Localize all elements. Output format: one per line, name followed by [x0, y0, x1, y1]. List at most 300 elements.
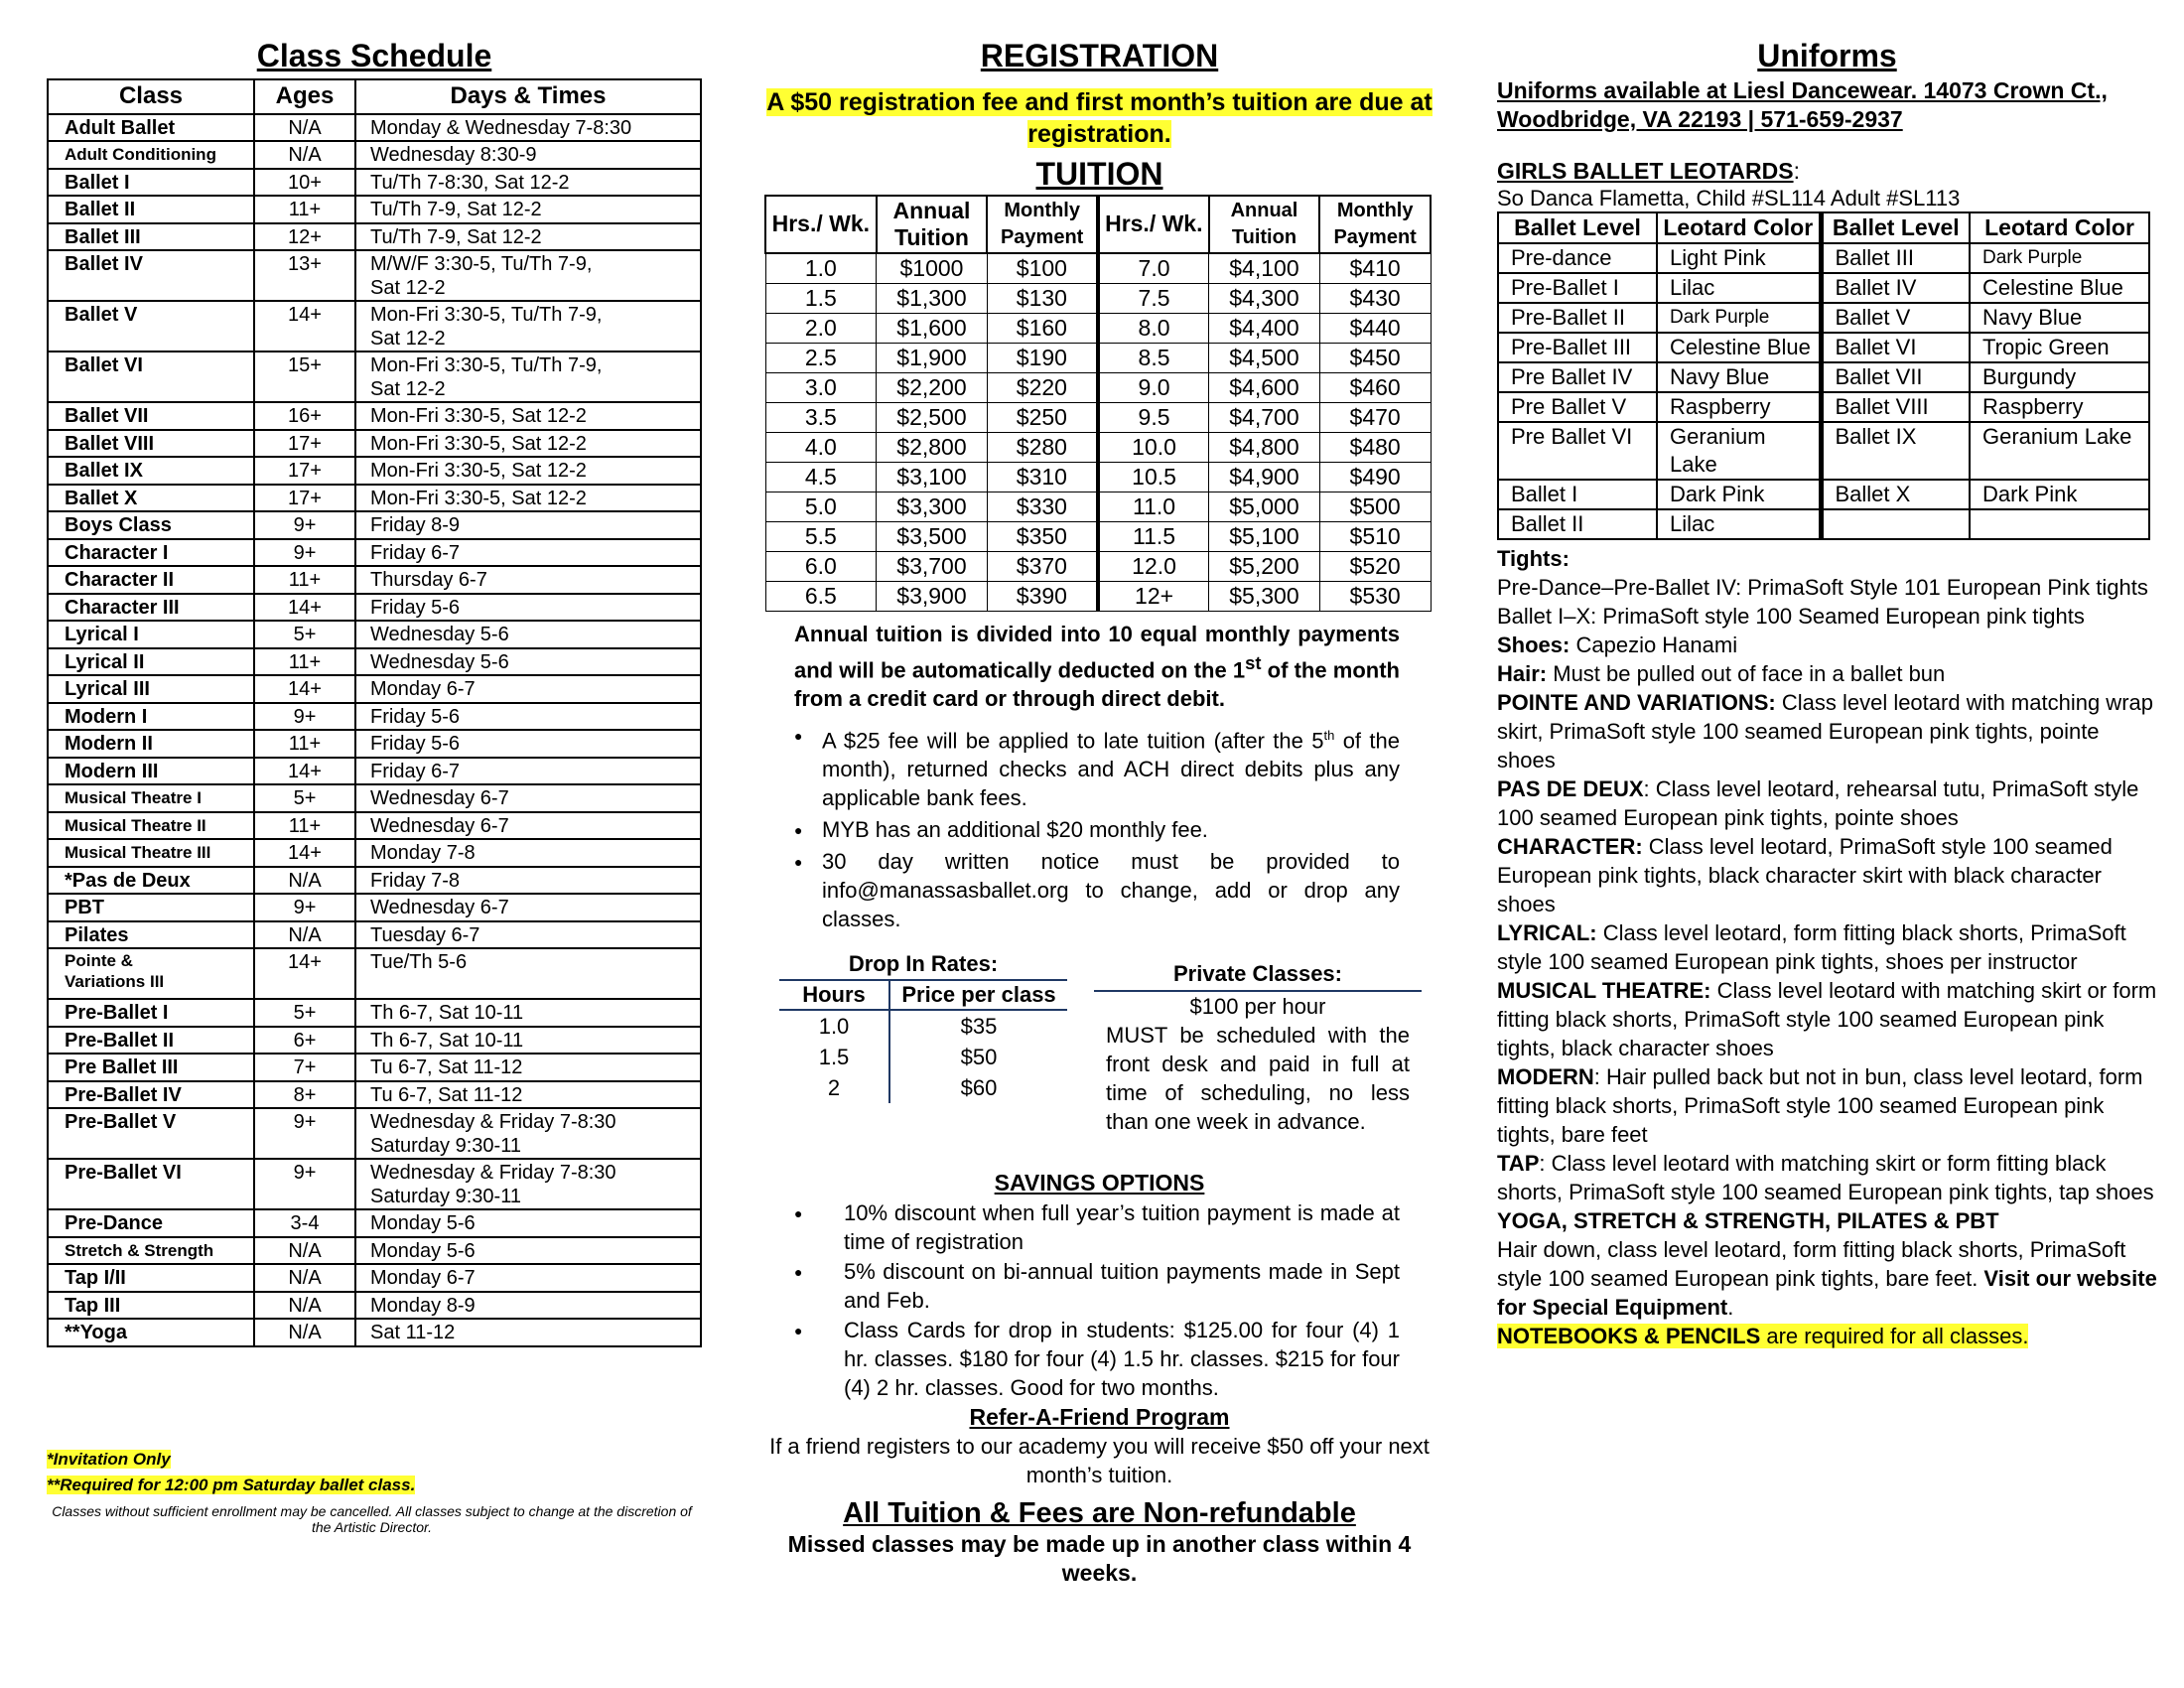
tights-label-line: [1497, 544, 2157, 573]
table-row: [765, 313, 1431, 343]
age-cell: 3-4: [254, 1209, 355, 1237]
ballet-level-cell: Ballet II: [1498, 509, 1657, 539]
shoes-line: [1497, 631, 2157, 659]
column-header: Leotard Color: [1970, 212, 2149, 243]
class-schedule-body: [48, 114, 701, 1346]
tuition-cell: $5,100: [1209, 521, 1320, 551]
column-header: Hrs./ Wk.: [1098, 196, 1209, 253]
age-cell: 9+: [254, 511, 355, 539]
class-name: Pointe &: [65, 951, 133, 971]
age-cell: 13+: [254, 250, 355, 301]
ballet-level-cell: Pre-dance: [1498, 243, 1657, 273]
class-name-cell: [48, 1209, 254, 1237]
tuition-cell: $3,900: [877, 581, 988, 611]
column-header: Annual Tuition: [1209, 196, 1320, 253]
class-name-cell: [48, 1027, 254, 1055]
days-times-cell: [355, 921, 701, 949]
leotard-color-cell: Geranium Lake: [1970, 422, 2149, 480]
tap-label: TAP: [1497, 1150, 1540, 1176]
drop-in-price: $35: [889, 1010, 1067, 1042]
pas-de-deux-line: [1497, 774, 2157, 832]
age-cell: N/A: [254, 867, 355, 895]
tuition-cell: $370: [987, 551, 1098, 581]
annual-note-part: Annual tuition is divided into 10 equal monthly payments and will be automatically deducted on the 1: [794, 621, 1400, 682]
tuition-cell: $520: [1319, 551, 1431, 581]
ballet-level-cell: Pre-Ballet III: [1498, 333, 1657, 362]
age-cell: 9+: [254, 894, 355, 921]
age-cell: N/A: [254, 141, 355, 169]
registration-title: REGISTRATION: [980, 38, 1219, 73]
column-header: Monthly Payment: [1319, 196, 1431, 253]
hair-line: [1497, 659, 2157, 688]
class-name-cell: [48, 402, 254, 430]
table-row: [48, 1159, 701, 1209]
leotard-table: [1497, 211, 2150, 540]
leotard-color-cell: Lilac: [1657, 509, 1821, 539]
class-name-cell: [48, 1108, 254, 1159]
table-row: [765, 343, 1431, 372]
tuition-cell: $350: [987, 521, 1098, 551]
days-times: Mon-Fri 3:30-5, Tu/Th 7-9,: [370, 304, 603, 327]
days-times: Monday 6-7: [370, 678, 476, 701]
ballet-level-cell: Ballet VIII: [1821, 392, 1970, 422]
age-cell: 14+: [254, 594, 355, 622]
age-cell: N/A: [254, 1292, 355, 1320]
table-row: [779, 1042, 1067, 1072]
refer-body: If a friend registers to our academy you will receive $50 off your next month’s tuition.: [769, 1434, 1430, 1488]
days-times: Wednesday 6-7: [370, 814, 509, 837]
modern-text: : Hair pulled back but not in bun, class level leotard, form fitting black shorts, PrimaSoft style 100 seamed European pink tights, bare feet: [1497, 1063, 2143, 1147]
notebooks-line: [1497, 1322, 2157, 1350]
table-row: [48, 594, 701, 622]
age-cell: 11+: [254, 648, 355, 676]
tuition-cell: $330: [987, 492, 1098, 521]
class-name-cell: [48, 511, 254, 539]
table-header-row: [48, 79, 701, 114]
class-name-cell: [48, 948, 254, 999]
ballet-level-cell: Pre Ballet IV: [1498, 362, 1657, 392]
table-row: [48, 948, 701, 999]
days-times-cell: [355, 402, 701, 430]
class-name: Boys Class: [65, 514, 172, 537]
leotard-body: [1498, 243, 2149, 539]
table-row: [765, 432, 1431, 462]
table-row: [48, 812, 701, 840]
leotard-color-cell: [1970, 509, 2149, 539]
tuition-cell: 7.0: [1098, 253, 1209, 284]
class-name-cell: [48, 1081, 254, 1109]
class-schedule-table: [47, 78, 702, 1347]
table-row: [48, 402, 701, 430]
class-name: Pre-Dance: [65, 1212, 163, 1235]
lyrical-text: Class level leotard, form fitting black shorts, PrimaSoft style 100 seamed European pink tights, shoes per instructor: [1497, 919, 2126, 974]
leotard-color-cell: Dark Pink: [1970, 480, 2149, 509]
tuition-cell: $500: [1319, 492, 1431, 521]
days-times: Monday & Wednesday 7-8:30: [370, 116, 632, 139]
days-times-cell: [355, 511, 701, 539]
tuition-title: TUITION: [1035, 155, 1163, 192]
days-times: Friday 6-7: [370, 760, 461, 782]
girls-leotards-heading: [1497, 158, 2157, 185]
musical-theatre-text: Class level leotard with matching skirt or form fitting black shorts, PrimaSoft style 100 seamed European pink tights, black character shoes: [1497, 977, 2157, 1060]
table-row: [765, 521, 1431, 551]
table-row: [48, 566, 701, 594]
table-row: [48, 867, 701, 895]
days-times-cell: [355, 539, 701, 567]
age-cell: 16+: [254, 402, 355, 430]
table-row: [1498, 333, 2149, 362]
tuition-cell: 3.5: [765, 402, 877, 432]
class-name: Musical Theatre III: [65, 843, 211, 863]
class-name-cell: [48, 784, 254, 812]
tuition-cell: 12+: [1098, 581, 1209, 611]
class-name-cell: [48, 758, 254, 785]
table-row: [48, 1209, 701, 1237]
missed-classes-note: Missed classes may be made up in another class within 4 weeks.: [787, 1531, 1412, 1587]
table-row: [48, 352, 701, 402]
class-name-cell: [48, 594, 254, 622]
tuition-cell: $1,300: [877, 283, 988, 313]
yoga-label-line: [1497, 1206, 2157, 1235]
class-name-cell: [48, 1292, 254, 1320]
table-header-row: [765, 196, 1431, 253]
days-times-cell: [355, 594, 701, 622]
table-row: [765, 581, 1431, 611]
savings-list: [764, 1198, 1434, 1402]
pas-de-deux-text: : Class level leotard, rehearsal tutu, PrimaSoft style 100 seamed European pink tights, pointe shoes: [1497, 775, 2139, 830]
days-times-cell: [355, 839, 701, 867]
late-fee-text: A $25 fee will be applied to late tuition (after the 5: [822, 728, 1324, 754]
class-name: Pre Ballet III: [65, 1056, 179, 1079]
invitation-note: [47, 1450, 171, 1470]
days-times-cell: [355, 114, 701, 142]
leotard-color-cell: Dark Pink: [1657, 480, 1821, 509]
table-row: [765, 253, 1431, 284]
tuition-cell: $4,600: [1209, 372, 1320, 402]
days-times-cell: [355, 621, 701, 648]
class-name-cell: [48, 812, 254, 840]
leotard-color-cell: Burgundy: [1970, 362, 2149, 392]
table-row: [48, 921, 701, 949]
required-note-text: **Required for 12:00 pm Saturday ballet class.: [47, 1476, 416, 1494]
days-times: Friday 7-8: [370, 869, 461, 892]
drop-in-hours: 1.0: [818, 1014, 850, 1040]
class-name-cell: [48, 485, 254, 512]
yoga-text: Hair down, class level leotard, form fitting black shorts, PrimaSoft style 100 seamed European pink tights, bare feet.: [1497, 1236, 2126, 1291]
age-cell: N/A: [254, 114, 355, 142]
age-cell: 14+: [254, 948, 355, 999]
table-row: [48, 1264, 701, 1292]
days-times: Tu 6-7, Sat 11-12: [370, 1083, 523, 1106]
yoga-line: [1497, 1235, 2157, 1322]
drop-in-hours: 1.5: [818, 1045, 850, 1070]
days-times-cell: [355, 1292, 701, 1320]
age-cell: 14+: [254, 758, 355, 785]
days-times-cell: [355, 141, 701, 169]
tuition-cell: 4.5: [765, 462, 877, 492]
leotard-color-cell: Raspberry: [1970, 392, 2149, 422]
class-name: Modern I: [65, 705, 148, 728]
days-times: Mon-Fri 3:30-5, Sat 12-2: [370, 432, 587, 455]
lyrical-line: [1497, 918, 2157, 976]
column-header: Price per class: [889, 981, 1067, 1010]
class-name: Adult Ballet: [65, 116, 176, 139]
tights-ballet: Ballet I–X: PrimaSoft style 100 Seamed European pink tights: [1497, 603, 2085, 629]
tights-pre: Pre-Dance–Pre-Ballet IV: PrimaSoft Style 101 European Pink tights: [1497, 574, 2148, 600]
days-times-line2: Sat 12-2: [370, 277, 446, 300]
class-name-cell: [48, 1264, 254, 1292]
days-times-cell: [355, 196, 701, 223]
tuition-cell: $1,600: [877, 313, 988, 343]
age-cell: N/A: [254, 1319, 355, 1346]
list-item: ● Class Cards for drop in students: $125.00 for four (4) 1 hr. classes. $180 for four (4) 1.5 hr. classes. $215 for four (4) 2 hr. classes. Good for two months.: [764, 1316, 1400, 1402]
tuition-cell: 6.0: [765, 551, 877, 581]
table-row: [1498, 362, 2149, 392]
leotard-color-cell: Dark Purple: [1657, 303, 1821, 333]
class-name-cell: [48, 648, 254, 676]
table-row: [765, 372, 1431, 402]
column-header: Days & Times: [355, 79, 701, 114]
column-header: Monthly Payment: [987, 196, 1098, 253]
days-times-cell: [355, 812, 701, 840]
age-cell: 14+: [254, 301, 355, 352]
age-cell: 14+: [254, 839, 355, 867]
leotard-color-cell: Raspberry: [1657, 392, 1821, 422]
table-row: [48, 999, 701, 1027]
age-cell: 17+: [254, 457, 355, 485]
age-cell: 9+: [254, 1108, 355, 1159]
tuition-cell: $490: [1319, 462, 1431, 492]
class-name-cell: [48, 867, 254, 895]
class-name: Pre-Ballet V: [65, 1111, 177, 1134]
pointe-text: Class level leotard with matching wrap skirt, PrimaSoft style 100 seamed European pink tights, pointe shoes: [1497, 689, 2153, 773]
class-schedule-column: [47, 38, 702, 1347]
class-name-cell: [48, 1054, 254, 1081]
tuition-cell: $480: [1319, 432, 1431, 462]
class-name: Pre-Ballet IV: [65, 1083, 182, 1106]
drop-in-price: $60: [889, 1072, 1067, 1103]
class-name: Lyrical III: [65, 678, 150, 701]
days-times: Tu 6-7, Sat 11-12: [370, 1056, 523, 1079]
table-row: [1498, 422, 2149, 480]
age-cell: 11+: [254, 730, 355, 758]
days-times-cell: [355, 675, 701, 703]
age-cell: 11+: [254, 196, 355, 223]
table-row: [48, 784, 701, 812]
tuition-cell: $2,200: [877, 372, 988, 402]
ballet-level-cell: Ballet IV: [1821, 273, 1970, 303]
days-times-cell: [355, 648, 701, 676]
days-times: Mon-Fri 3:30-5, Tu/Th 7-9,: [370, 354, 603, 377]
tuition-cell: 2.0: [765, 313, 877, 343]
annual-note-sup: st: [1245, 651, 1262, 673]
tuition-cell: $4,100: [1209, 253, 1320, 284]
tuition-cell: $310: [987, 462, 1098, 492]
list-item: [764, 721, 1400, 812]
uniforms-column: [1497, 38, 2157, 1350]
class-name-cell: [48, 196, 254, 223]
tuition-cell: $5,000: [1209, 492, 1320, 521]
days-times: Thursday 6-7: [370, 569, 487, 592]
table-row: [48, 894, 701, 921]
age-cell: 17+: [254, 485, 355, 512]
days-times-cell: [355, 758, 701, 785]
fee-list: [764, 721, 1434, 933]
class-name: Lyrical II: [65, 650, 145, 673]
class-name-cell: [48, 1319, 254, 1346]
refer-title: Refer-A-Friend Program: [969, 1404, 1230, 1431]
tuition-cell: $100: [987, 253, 1098, 284]
table-row: [1498, 303, 2149, 333]
days-times-cell: [355, 1264, 701, 1292]
late-fee-sup: th: [1323, 727, 1335, 743]
days-times-cell: [355, 1054, 701, 1081]
age-cell: 5+: [254, 621, 355, 648]
private-rate: $100 per hour: [1189, 994, 1326, 1020]
tuition-cell: 3.0: [765, 372, 877, 402]
table-row: [779, 1010, 1067, 1042]
invitation-note-text: *Invitation Only: [47, 1450, 171, 1469]
list-item: ● 5% discount on bi-annual tuition payments made in Sept and Feb.: [764, 1257, 1400, 1315]
days-times: Monday 6-7: [370, 1267, 476, 1290]
list-item: ● 10% discount when full year’s tuition payment is made at time of registration: [764, 1198, 1400, 1256]
tuition-cell: $4,400: [1209, 313, 1320, 343]
table-row: [48, 457, 701, 485]
days-times: Wednesday & Friday 7-8:30: [370, 1111, 616, 1134]
table-row: [48, 169, 701, 197]
days-times: Mon-Fri 3:30-5, Sat 12-2: [370, 487, 587, 509]
class-name: Ballet I: [65, 171, 130, 194]
table-row: [48, 141, 701, 169]
column-header: Hrs./ Wk.: [765, 196, 877, 253]
age-cell: 9+: [254, 703, 355, 731]
shoes-label: Shoes:: [1497, 632, 1570, 657]
tuition-cell: $4,900: [1209, 462, 1320, 492]
days-times: Monday 7-8: [370, 842, 476, 865]
tuition-cell: $440: [1319, 313, 1431, 343]
uniforms-title: Uniforms: [1757, 38, 1897, 73]
tuition-cell: $190: [987, 343, 1098, 372]
days-times-cell: [355, 999, 701, 1027]
days-times: M/W/F 3:30-5, Tu/Th 7-9,: [370, 253, 593, 276]
class-name-cell: [48, 114, 254, 142]
class-name: Tap I/II: [65, 1267, 126, 1290]
table-row: [48, 223, 701, 251]
days-times-cell: [355, 457, 701, 485]
class-name: Modern II: [65, 733, 153, 756]
days-times: Tuesday 6-7: [370, 923, 480, 946]
table-header-row: [779, 981, 1067, 1010]
class-name: Ballet X: [65, 487, 138, 509]
class-name-cell: [48, 621, 254, 648]
class-name-cell: [48, 675, 254, 703]
tuition-cell: $4,300: [1209, 283, 1320, 313]
days-times-cell: [355, 1159, 701, 1209]
column-header: Class: [48, 79, 254, 114]
table-row: [765, 462, 1431, 492]
yoga-label: YOGA, STRETCH & STRENGTH, PILATES & PBT: [1497, 1207, 1999, 1233]
rates-section: [764, 951, 1434, 1160]
tuition-cell: 8.0: [1098, 313, 1209, 343]
class-name: **Yoga: [65, 1322, 127, 1344]
days-times: Th 6-7, Sat 10-11: [370, 1029, 524, 1052]
table-row: [1498, 480, 2149, 509]
ballet-level-cell: Pre Ballet VI: [1498, 422, 1657, 480]
table-row: [48, 730, 701, 758]
ballet-level-cell: Ballet VI: [1821, 333, 1970, 362]
class-name: Ballet VI: [65, 354, 143, 377]
class-name: Lyrical I: [65, 624, 139, 646]
website-note: Visit our website for Special Equipment: [1497, 1265, 2157, 1320]
class-name-cell: [48, 301, 254, 352]
tuition-cell: 5.0: [765, 492, 877, 521]
tuition-cell: 1.5: [765, 283, 877, 313]
days-times: Wednesday 5-6: [370, 650, 509, 673]
class-name-cell: [48, 921, 254, 949]
tuition-cell: $250: [987, 402, 1098, 432]
table-row: [48, 675, 701, 703]
table-row: [779, 1072, 1067, 1103]
age-cell: 8+: [254, 1081, 355, 1109]
tuition-cell: 10.0: [1098, 432, 1209, 462]
age-cell: N/A: [254, 1237, 355, 1265]
days-times: Wednesday & Friday 7-8:30: [370, 1162, 616, 1185]
savings-title: SAVINGS OPTIONS: [994, 1170, 1205, 1196]
days-times-cell: [355, 485, 701, 512]
age-cell: 17+: [254, 430, 355, 458]
age-cell: 12+: [254, 223, 355, 251]
class-name: Ballet VIII: [65, 432, 155, 455]
age-cell: 9+: [254, 1159, 355, 1209]
tuition-cell: $4,800: [1209, 432, 1320, 462]
ballet-level-cell: [1821, 509, 1970, 539]
table-row: [48, 511, 701, 539]
tuition-cell: 11.0: [1098, 492, 1209, 521]
days-times: Friday 6-7: [370, 541, 461, 564]
class-name: Character III: [65, 596, 180, 619]
days-times-cell: [355, 894, 701, 921]
tuition-cell: $130: [987, 283, 1098, 313]
ballet-level-cell: Pre-Ballet I: [1498, 273, 1657, 303]
table-row: [48, 301, 701, 352]
table-row: [48, 196, 701, 223]
days-times: Mon-Fri 3:30-5, Sat 12-2: [370, 405, 587, 428]
ballet-level-cell: Ballet I: [1498, 480, 1657, 509]
musical-theatre-label: MUSICAL THEATRE:: [1497, 977, 1711, 1003]
days-times-cell: [355, 223, 701, 251]
table-row: [1498, 243, 2149, 273]
modern-label: MODERN: [1497, 1063, 1594, 1089]
table-row: [48, 839, 701, 867]
table-row: [48, 703, 701, 731]
tuition-cell: 5.5: [765, 521, 877, 551]
class-name: Tap III: [65, 1294, 121, 1317]
age-cell: 11+: [254, 566, 355, 594]
drop-in-title: Drop In Rates:: [779, 951, 1067, 981]
table-row: [1498, 509, 2149, 539]
pointe-line: [1497, 688, 2157, 774]
tuition-cell: 4.0: [765, 432, 877, 462]
age-cell: 7+: [254, 1054, 355, 1081]
class-name-cell: [48, 223, 254, 251]
leotard-color-cell: Lilac: [1657, 273, 1821, 303]
cancel-note: Classes without sufficient enrollment may be cancelled. All classes subject to change at the discretion of the Artistic Director.: [52, 1503, 692, 1535]
tuition-cell: 9.5: [1098, 402, 1209, 432]
days-times-line2: Saturday 9:30-11: [370, 1186, 521, 1208]
annual-note-part: of the month from a credit card or through direct debit.: [794, 656, 1400, 711]
drop-in-body: [779, 1010, 1067, 1103]
days-times: Monday 5-6: [370, 1239, 476, 1262]
